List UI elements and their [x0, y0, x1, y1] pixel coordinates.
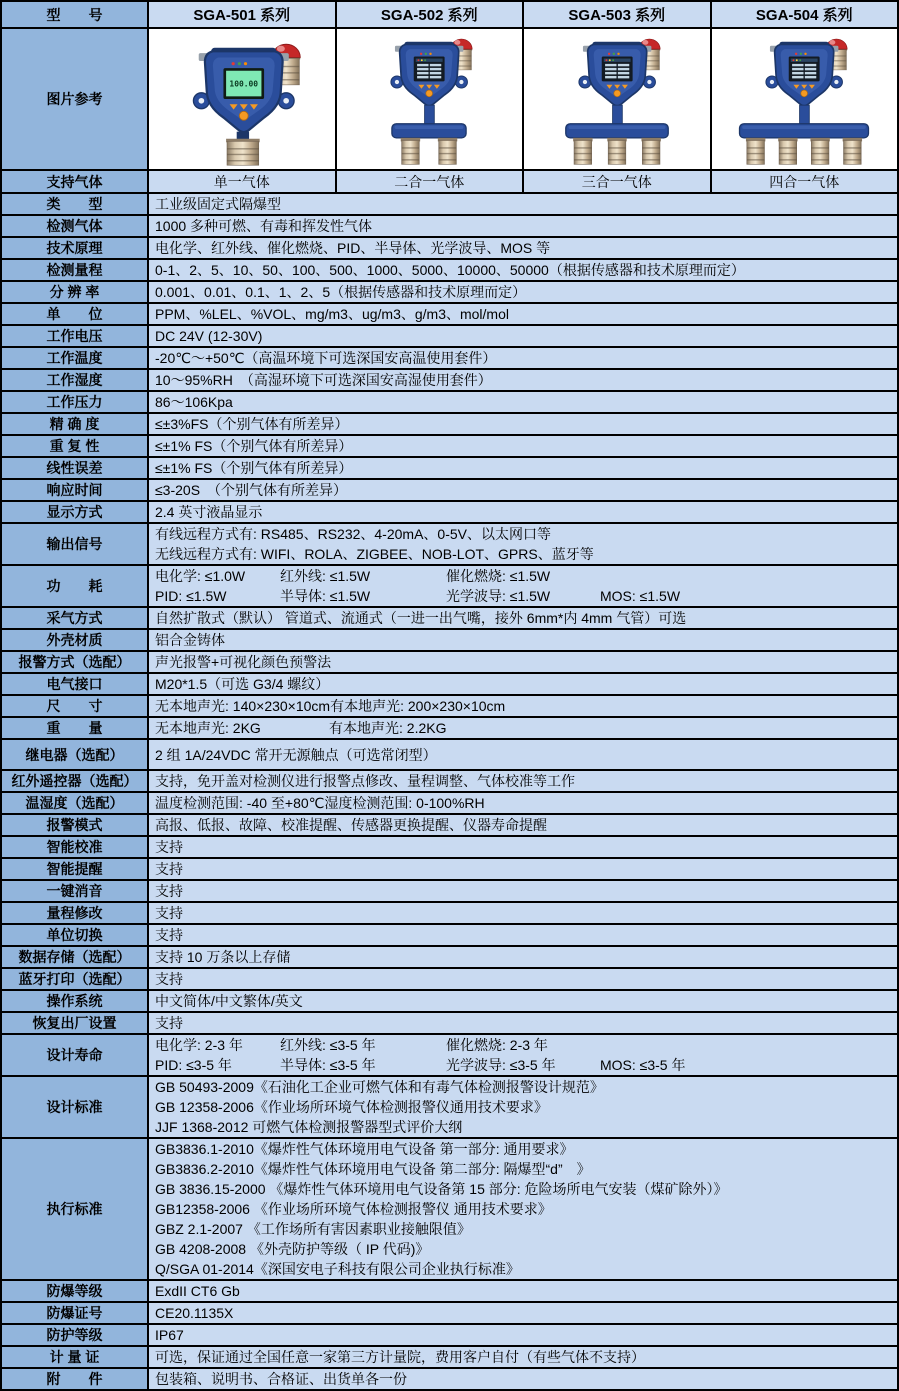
spec-label: 检测气体	[2, 216, 149, 236]
spec-row	[2, 522, 897, 564]
spec-label: 量程修改	[2, 903, 149, 923]
spec-value	[149, 1325, 897, 1345]
spec-value-segment: 红外线: ≤3-5 年	[280, 1037, 376, 1053]
spec-value-segment: CE20.1135X	[155, 1305, 234, 1321]
spec-label: 蓝牙打印（选配）	[2, 969, 149, 989]
spec-label: 智能提醒	[2, 859, 149, 879]
spec-row	[2, 813, 897, 835]
gas-type-4in1: 四合一气体	[712, 171, 898, 192]
spec-value	[149, 771, 897, 791]
spec-label: 工作温度	[2, 348, 149, 368]
spec-value-segment: 2 组 1A/24VDC 常开无源触点（可选常闭型）	[155, 746, 437, 763]
spec-value	[149, 194, 897, 214]
spec-row	[2, 236, 897, 258]
spec-value-segment: DC 24V (12-30V)	[155, 328, 263, 344]
spec-value-segment: 自然扩散式（默认） 管道式、流通式（一进一出气嘴，接外 6mm*内 4mm 气管）可选	[155, 610, 687, 626]
spec-label: 操作系统	[2, 991, 149, 1011]
spec-value-segment: PPM、%LEL、%VOL、mg/m3、ug/m3、g/m3、mol/mol	[155, 306, 509, 322]
spec-value	[149, 630, 897, 650]
gas-type-single: 单一气体	[149, 171, 337, 192]
spec-value-segment: 催化燃烧: 2-3 年	[446, 1037, 548, 1053]
spec-label: 类 型	[2, 194, 149, 214]
spec-row	[2, 412, 897, 434]
spec-label: 防护等级	[2, 1325, 149, 1345]
spec-value-segment: 铝合金铸体	[155, 632, 225, 648]
spec-value-segment: 0-1、2、5、10、50、100、500、1000、5000、10000、50000（根据传感器和技术原理而定）	[155, 262, 745, 278]
spec-value	[149, 1035, 897, 1075]
spec-value	[149, 1303, 897, 1323]
spec-value	[149, 718, 897, 738]
spec-value-segment: ≤±3%FS（个别气体有所差异）	[155, 416, 349, 432]
spec-value-segment: 催化燃烧: ≤1.5W	[446, 568, 551, 584]
spec-label: 技术原理	[2, 238, 149, 258]
spec-value	[149, 1139, 897, 1279]
spec-row	[2, 672, 897, 694]
spec-value-segment: PID: ≤1.5W	[155, 588, 227, 604]
spec-value	[149, 1013, 897, 1033]
spec-label: 采气方式	[2, 608, 149, 628]
model-header-sga-504: SGA-504 系列	[712, 2, 898, 27]
spec-value-segment: 支持	[155, 927, 183, 943]
spec-value	[149, 881, 897, 901]
spec-value	[149, 1369, 897, 1389]
spec-value	[149, 1347, 897, 1367]
spec-value-segment: GB3836.1-2010《爆炸性气体环境用电气设备 第一部分: 通用要求》	[155, 1141, 574, 1157]
spec-value-segment: 无线远程方式有: WIFI、ROLA、ZIGBEE、NOB-LOT、GPRS、蓝牙等	[155, 546, 594, 562]
svg-text:100.00: 100.00	[229, 79, 258, 89]
product-image-sga-501	[149, 29, 337, 169]
spec-row	[2, 324, 897, 346]
spec-row	[2, 1323, 897, 1345]
spec-label: 防爆等级	[2, 1281, 149, 1301]
spec-rows	[2, 192, 897, 1389]
model-header-sga-502: SGA-502 系列	[337, 2, 525, 27]
model-header-sga-501: SGA-501 系列	[149, 2, 337, 27]
spec-row	[2, 606, 897, 628]
spec-label: 尺 寸	[2, 696, 149, 716]
spec-label: 设计标准	[2, 1077, 149, 1137]
spec-row	[2, 346, 897, 368]
spec-value	[149, 326, 897, 346]
spec-label: 执行标准	[2, 1139, 149, 1279]
spec-value-segment: ExdII CT6 Gb	[155, 1283, 240, 1299]
spec-value-segment: -20℃～+50℃（高温环境下可选深国安高温使用套件）	[155, 350, 497, 366]
spec-value-segment: GB 3836.15-2000 《爆炸性气体环境用电气设备第 15 部分: 危险场所电气安装（煤矿除外）》	[155, 1181, 728, 1197]
spec-value-segment: 有本地声光: 200×230×10cm	[330, 698, 506, 714]
spec-value-segment: 电化学: 2-3 年	[155, 1037, 243, 1053]
spec-value	[149, 304, 897, 324]
spec-value	[149, 696, 897, 716]
spec-value-segment: 无本地声光: 140×230×10cm	[155, 698, 331, 714]
spec-row	[2, 879, 897, 901]
spec-value	[149, 740, 897, 769]
spec-label: 分 辨 率	[2, 282, 149, 302]
detector-illustration-sga-504	[712, 31, 896, 167]
spec-value	[149, 502, 897, 522]
spec-value	[149, 652, 897, 672]
spec-value	[149, 260, 897, 280]
spec-label: 附 件	[2, 1369, 149, 1389]
spec-label: 报警方式（选配）	[2, 652, 149, 672]
spec-label: 红外遥控器（选配）	[2, 771, 149, 791]
spec-row	[2, 650, 897, 672]
spec-label: 功 耗	[2, 566, 149, 606]
spec-row	[2, 214, 897, 236]
gas-row-label: 支持气体	[2, 171, 149, 192]
spec-label: 输出信号	[2, 524, 149, 564]
spec-row	[2, 923, 897, 945]
spec-value	[149, 1077, 897, 1137]
spec-row	[2, 192, 897, 214]
spec-row	[2, 1137, 897, 1279]
spec-value-segment: 半导体: ≤3-5 年	[280, 1057, 376, 1073]
spec-value	[149, 216, 897, 236]
detector-illustration-sga-502	[337, 31, 521, 167]
spec-value-segment: 中文简体/中文繁体/英文	[155, 993, 303, 1009]
spec-label: 继电器（选配）	[2, 740, 149, 769]
spec-label: 恢复出厂设置	[2, 1013, 149, 1033]
spec-value-segment: ≤3-20S （个别气体有所差异）	[155, 482, 348, 498]
spec-value	[149, 859, 897, 879]
spec-value-segment: 支持	[155, 839, 183, 855]
spec-label: 报警模式	[2, 815, 149, 835]
gas-type-2in1: 二合一气体	[337, 171, 525, 192]
spec-value	[149, 566, 897, 606]
spec-row	[2, 258, 897, 280]
model-row-label: 型 号	[2, 2, 149, 27]
spec-value-segment: 半导体: ≤1.5W	[280, 588, 371, 604]
spec-value-segment: M20*1.5（可选 G3/4 螺纹）	[155, 676, 330, 692]
spec-label: 检测量程	[2, 260, 149, 280]
spec-value-segment: 电化学: ≤1.0W	[155, 568, 246, 584]
spec-row	[2, 628, 897, 650]
spec-row	[2, 1367, 897, 1389]
spec-value-segment: 包装箱、说明书、合格证、出货单各一份	[155, 1371, 407, 1387]
spec-value	[149, 480, 897, 500]
spec-label: 电气接口	[2, 674, 149, 694]
product-image-sga-503	[524, 29, 712, 169]
spec-value-segment: GB 12358-2006《作业场所环境气体检测报警仪通用技术要求》	[155, 1099, 548, 1115]
model-header-sga-503: SGA-503 系列	[524, 2, 712, 27]
spec-value-segment: 电化学、红外线、催化燃烧、PID、半导体、光学波导、MOS 等	[155, 240, 551, 256]
spec-value-segment: 光学波导: ≤1.5W	[446, 588, 551, 604]
spec-value-segment: 可选，保证通过全国任意一家第三方计量院，费用客户自付（有些气体不支持）	[155, 1349, 645, 1365]
spec-value-segment: 支持，免开盖对检测仪进行报警点修改、量程调整、气体校准等工作	[155, 773, 575, 789]
image-row-label: 图片参考	[2, 29, 149, 169]
spec-label: 工作电压	[2, 326, 149, 346]
spec-label: 防爆证号	[2, 1303, 149, 1323]
spec-row	[2, 791, 897, 813]
spec-value-segment: IP67	[155, 1327, 184, 1343]
gas-type-3in1: 三合一气体	[524, 171, 712, 192]
spec-label: 单位切换	[2, 925, 149, 945]
spec-row	[2, 694, 897, 716]
detector-illustration-sga-501	[150, 31, 334, 167]
spec-value-segment: 支持	[155, 861, 183, 877]
spec-row	[2, 1011, 897, 1033]
spec-label: 温湿度（选配）	[2, 793, 149, 813]
spec-label: 重 复 性	[2, 436, 149, 456]
spec-label: 精 确 度	[2, 414, 149, 434]
spec-row	[2, 716, 897, 738]
spec-value	[149, 458, 897, 478]
spec-label: 重 量	[2, 718, 149, 738]
spec-value-segment: ≤±1% FS（个别气体有所差异）	[155, 438, 353, 454]
spec-value-segment: GB12358-2006 《作业场所环境气体检测报警仪 通用技术要求》	[155, 1201, 552, 1217]
spec-value-segment: 声光报警+可视化颜色预警法	[155, 654, 332, 670]
image-reference-row	[2, 27, 897, 169]
spec-value	[149, 815, 897, 835]
spec-row	[2, 564, 897, 606]
spec-row	[2, 769, 897, 791]
spec-label: 工作压力	[2, 392, 149, 412]
spec-value-segment: 工业级固定式隔爆型	[155, 196, 281, 212]
spec-value-segment: 86～106Kpa	[155, 394, 233, 410]
spec-value-segment: MOS: ≤3-5 年	[600, 1057, 686, 1073]
spec-value	[149, 414, 897, 434]
spec-value-segment: 10～95%RH （高湿环境下可选深国安高湿使用套件）	[155, 372, 492, 388]
spec-value	[149, 969, 897, 989]
spec-label: 单 位	[2, 304, 149, 324]
spec-value-segment: PID: ≤3-5 年	[155, 1057, 232, 1073]
spec-value	[149, 524, 897, 564]
spec-value-segment: 有本地声光: 2.2KG	[329, 720, 447, 736]
spec-row	[2, 901, 897, 923]
spec-label: 工作湿度	[2, 370, 149, 390]
spec-value	[149, 436, 897, 456]
spec-value	[149, 392, 897, 412]
spec-label: 响应时间	[2, 480, 149, 500]
product-image-sga-504	[712, 29, 898, 169]
spec-value-segment: 支持	[155, 883, 183, 899]
spec-value-segment: 支持	[155, 971, 183, 987]
spec-value	[149, 1281, 897, 1301]
spec-row	[2, 738, 897, 769]
spec-value-segment: JJF 1368-2012 可燃气体检测报警器型式评价大纲	[155, 1119, 463, 1135]
spec-value-segment: ≤±1% FS（个别气体有所差异）	[155, 460, 353, 476]
supported-gas-row	[2, 169, 897, 192]
spec-row	[2, 1301, 897, 1323]
spec-row	[2, 500, 897, 522]
spec-value	[149, 837, 897, 857]
spec-row	[2, 1279, 897, 1301]
spec-row	[2, 280, 897, 302]
spec-label: 一键消音	[2, 881, 149, 901]
spec-row	[2, 1033, 897, 1075]
spec-value-segment: 高报、低报、故障、校准提醒、传感器更换提醒、仪器寿命提醒	[155, 817, 547, 833]
spec-value-segment: 光学波导: ≤3-5 年	[446, 1057, 556, 1073]
spec-row	[2, 945, 897, 967]
spec-value-segment: GB 4208-2008 《外壳防护等级（ IP 代码)》	[155, 1241, 430, 1257]
spec-row	[2, 478, 897, 500]
spec-label: 设计寿命	[2, 1035, 149, 1075]
spec-value	[149, 903, 897, 923]
spec-value-segment: 有线远程方式有: RS485、RS232、4-20mA、0-5V、以太网口等	[155, 526, 551, 542]
spec-value	[149, 282, 897, 302]
spec-label: 数据存储（选配）	[2, 947, 149, 967]
spec-row	[2, 434, 897, 456]
spec-value-segment: 1000 多种可燃、有毒和挥发性气体	[155, 218, 373, 234]
spec-row	[2, 1075, 897, 1137]
spec-row	[2, 1345, 897, 1367]
spec-value-segment: 温度检测范围: -40 至+80℃	[155, 795, 325, 811]
spec-value	[149, 370, 897, 390]
spec-value-segment: GBZ 2.1-2007 《工作场所有害因素职业接触限值》	[155, 1221, 471, 1237]
spec-row	[2, 857, 897, 879]
spec-value	[149, 991, 897, 1011]
spec-label: 智能校准	[2, 837, 149, 857]
spec-value-segment: 支持 10 万条以上存储	[155, 949, 291, 965]
spec-label: 计 量 证	[2, 1347, 149, 1367]
product-image-sga-502	[337, 29, 525, 169]
model-header-row	[2, 2, 897, 27]
spec-value-segment: GB3836.2-2010《爆炸性气体环境用电气设备 第二部分: 隔爆型“d” 》	[155, 1161, 591, 1177]
spec-value-segment: Q/SGA 01-2014《深国安电子科技有限公司企业执行标准》	[155, 1261, 520, 1277]
spec-label: 外壳材质	[2, 630, 149, 650]
spec-value-segment: MOS: ≤1.5W	[600, 588, 681, 604]
spec-label: 线性误差	[2, 458, 149, 478]
detector-illustration-sga-503	[525, 31, 709, 167]
spec-value	[149, 238, 897, 258]
spec-value-segment: 湿度检测范围: 0-100%RH	[324, 795, 485, 811]
spec-value-segment: GB 50493-2009《石油化工企业可燃气体和有毒气体检测报警设计规范》	[155, 1079, 604, 1095]
spec-label: 显示方式	[2, 502, 149, 522]
spec-value-segment: 0.001、0.01、0.1、1、2、5（根据传感器和技术原理而定）	[155, 284, 527, 300]
spec-row	[2, 967, 897, 989]
spec-value-segment: 红外线: ≤1.5W	[280, 568, 371, 584]
spec-value-segment: 2.4 英寸液晶显示	[155, 504, 263, 520]
spec-row	[2, 456, 897, 478]
spec-value-segment: 无本地声光: 2KG	[155, 720, 261, 736]
spec-value-segment: 支持	[155, 905, 183, 921]
spec-value-segment: 支持	[155, 1015, 183, 1031]
spec-value	[149, 947, 897, 967]
spec-row	[2, 835, 897, 857]
spec-row	[2, 368, 897, 390]
spec-value	[149, 608, 897, 628]
spec-row	[2, 390, 897, 412]
spec-value	[149, 674, 897, 694]
spec-value	[149, 348, 897, 368]
spec-value	[149, 925, 897, 945]
spec-row	[2, 989, 897, 1011]
spec-value	[149, 793, 897, 813]
spec-row	[2, 302, 897, 324]
